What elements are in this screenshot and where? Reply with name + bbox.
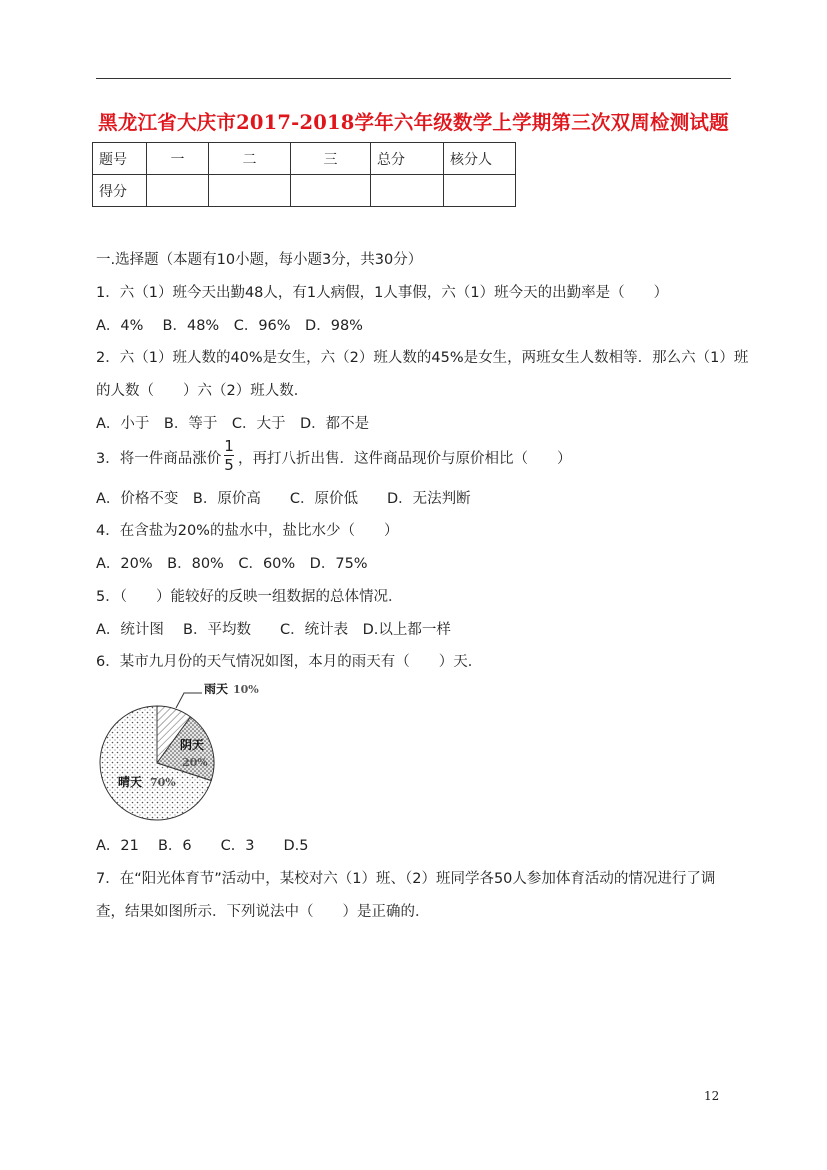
score-table-cell: 二 xyxy=(209,143,291,175)
pie-label-name: 晴天 xyxy=(118,775,143,789)
question-7-text-line2: 查，结果如图所示．下列说法中（ ）是正确的． xyxy=(96,904,430,920)
score-table-header-row xyxy=(93,143,516,175)
pie-label-value: 20% xyxy=(182,756,208,769)
fraction-denominator: 5 xyxy=(224,456,234,474)
score-input-cell[interactable] xyxy=(444,175,516,207)
question-2-options: A．小于 B．等于 C．大于 D．都不是 xyxy=(96,416,370,432)
header-rule xyxy=(96,78,731,79)
question-2-text-line2: 的人数（ ）六（2）班人数． xyxy=(96,383,309,399)
question-6-text: 6．某市九月份的天气情况如图，本月的雨天有（ ）天． xyxy=(96,654,483,670)
question-5-text: 5．（ ）能较好的反映一组数据的总体情况． xyxy=(96,589,403,605)
score-table-cell: 得分 xyxy=(93,175,147,207)
page-title: 黑龙江省大庆市2017-2018学年六年级数学上学期第三次双周检测试题 xyxy=(98,111,729,134)
fraction-one-fifth xyxy=(222,438,236,473)
pie-label-name: 雨天 xyxy=(204,682,229,696)
pie-label-value: 70% xyxy=(150,776,176,789)
score-input-cell[interactable] xyxy=(147,175,209,207)
score-input-cell[interactable] xyxy=(371,175,444,207)
weather-pie-chart xyxy=(96,676,276,826)
score-table-cell: 总分 xyxy=(371,143,444,175)
score-table xyxy=(92,142,516,207)
score-table-cell: 题号 xyxy=(93,143,147,175)
question-1-options: A．4% B．48% C．96% D．98% xyxy=(96,318,363,334)
question-2-text-line1: 2．六（1）班人数的40%是女生，六（2）班人数的45%是女生，两班女生人数相等．那么六（1）班 xyxy=(96,350,749,366)
score-table-cell: 核分人 xyxy=(444,143,516,175)
pie-leader-line xyxy=(176,693,202,708)
score-table-cell: 三 xyxy=(291,143,371,175)
pie-label-name: 阴天 xyxy=(180,738,205,752)
pie-chart-svg xyxy=(96,676,276,826)
fraction-numerator: 1 xyxy=(224,437,234,455)
question-3-text-before: 3．将一件商品涨价 xyxy=(96,451,222,467)
score-table-score-row xyxy=(93,175,516,207)
score-input-cell[interactable] xyxy=(209,175,291,207)
question-6-options: A．21 B．6 C．3 D.5 xyxy=(96,838,309,854)
question-4-text: 4．在含盐为20%的盐水中，盐比水少（ ） xyxy=(96,523,399,539)
question-1-text: 1．六（1）班今天出勤48人，有1人病假，1人事假，六（1）班今天的出勤率是（ ） xyxy=(96,285,669,301)
section-heading: 一.选择题（本题有10小题，每小题3分，共30分） xyxy=(96,252,423,268)
question-5-options: A．统计图 B．平均数 C．统计表 D.以上都一样 xyxy=(96,622,451,638)
score-input-cell[interactable] xyxy=(291,175,371,207)
question-3-options: A．价格不变 B．原价高 C．原价低 D．无法判断 xyxy=(96,491,471,507)
score-table-cell: 一 xyxy=(147,143,209,175)
question-7-text-line1: 7．在“阳光体育节”活动中，某校对六（1）班、（2）班同学各50人参加体育活动的情况进行了调 xyxy=(96,871,716,887)
question-3-text-after: ，再打八折出售．这件商品现价与原价相比（ ） xyxy=(238,451,572,467)
page-number: 12 xyxy=(704,1089,720,1103)
pie-label-value: 10% xyxy=(233,683,259,696)
question-4-options: A．20% B．80% C．60% D．75% xyxy=(96,556,368,572)
